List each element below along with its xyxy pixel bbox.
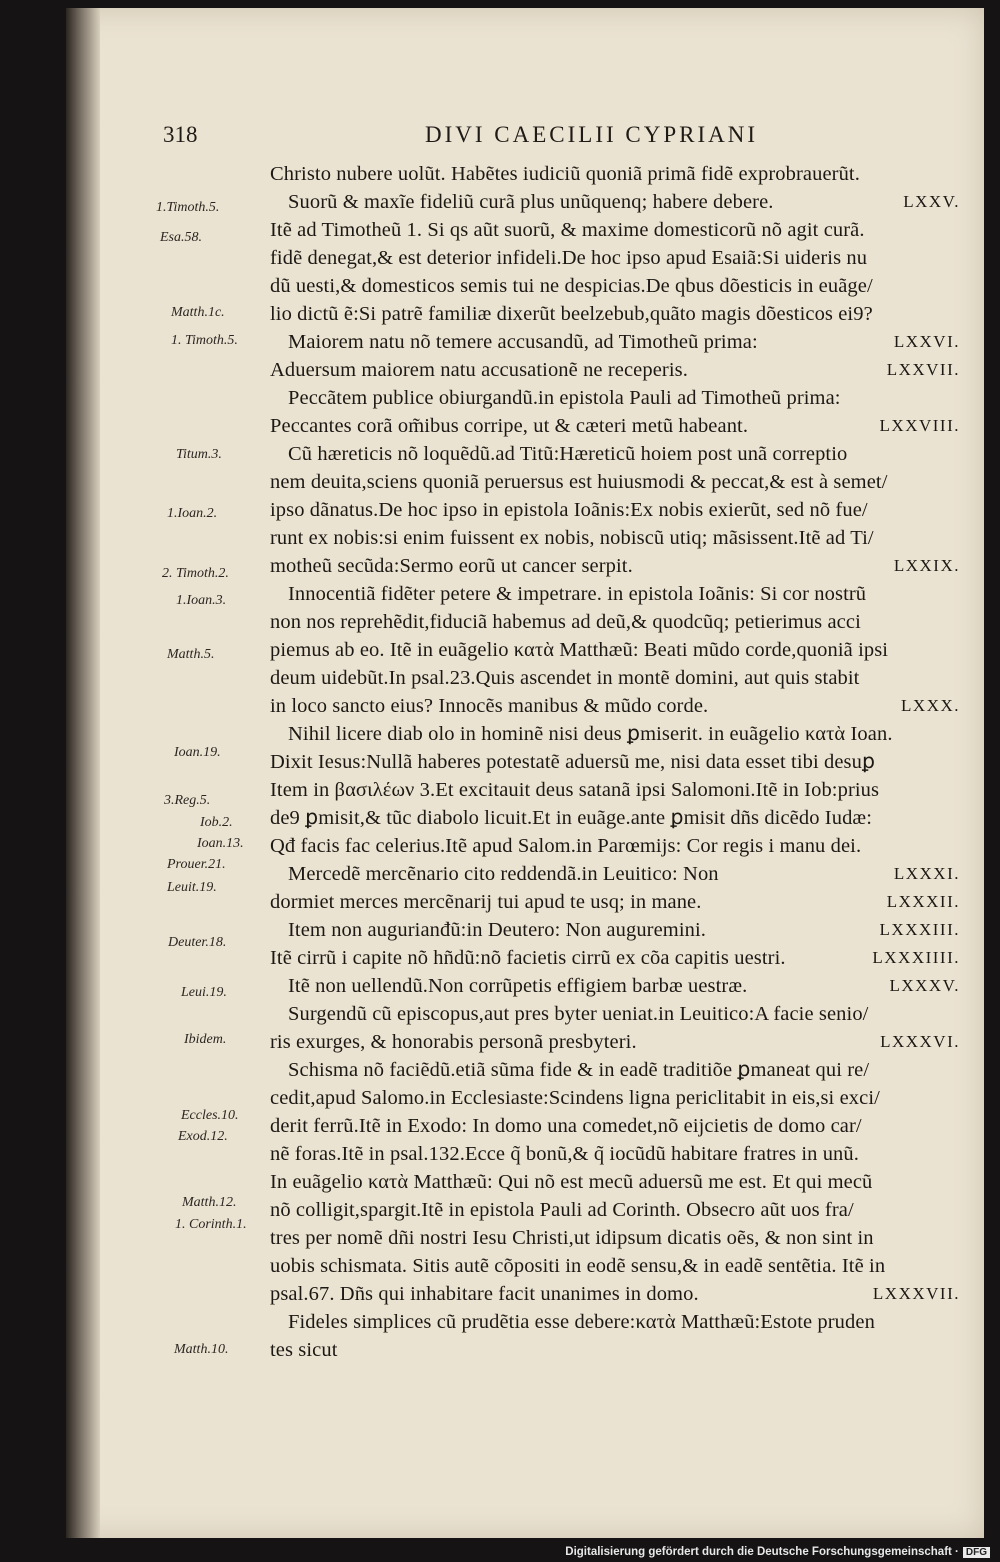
- line-text: psal.67. Dñs qui inhabitare facit unanimes in domo.: [270, 1283, 699, 1305]
- line-text: de9 ꝑmisit,& tũc diabolo licuit.Et in euãge.ante ꝑmisit dñs dicẽdo Iudæ:: [270, 807, 872, 829]
- margin-ref: Ioan.19.: [174, 745, 221, 760]
- line-text: nõ colligit,spargit.Itẽ in epistola Pauli ad Corinth. Obsecro aũt uos fra/: [270, 1199, 854, 1221]
- margin-ref: Deuter.18.: [168, 935, 227, 950]
- margin-ref: 1.Timoth.5.: [156, 200, 220, 215]
- line-text: deum uidebũt.In psal.23.Quis ascendet in montẽ domini, aut quis stabit: [270, 667, 860, 689]
- line-text: Maiorem natu nõ temere accusandũ, ad Timotheũ prima:: [288, 331, 758, 353]
- line-text: ipso dãnatus.De hoc ipso in epistola Ioãnis:Ex nobis exierũt, sed nõ fue/: [270, 499, 868, 521]
- margin-ref: Matth.10.: [174, 1342, 229, 1357]
- text-line: [270, 1252, 960, 1280]
- margin-ref: Matth.12.: [182, 1195, 237, 1210]
- text-line: [270, 1084, 960, 1112]
- text-line: [270, 1028, 960, 1056]
- text-line: [270, 664, 960, 692]
- margin-ref: Exod.12.: [178, 1129, 228, 1144]
- line-text: Item non augurianđũ:in Deutero: Non auguremini.: [288, 919, 707, 941]
- margin-ref: Matth.1c.: [171, 305, 225, 320]
- margin-ref: 1.Ioan.3.: [176, 593, 227, 608]
- text-line: [288, 860, 960, 888]
- line-text: in loco sancto eius? Innocẽs manibus & mũdo corde.: [270, 695, 709, 717]
- text-line: [270, 1224, 960, 1252]
- line-text: Aduersum maiorem natu accusationẽ ne receperis.: [270, 359, 688, 381]
- line-text: runt ex nobis:si enim fuissent ex nobis, nobiscũ utiq; mãsissent.Itẽ ad Ti/: [270, 527, 874, 549]
- margin-ref: Ioan.13.: [197, 836, 244, 851]
- text-line: [288, 916, 960, 944]
- text-line: [270, 804, 960, 832]
- text-line: [270, 524, 960, 552]
- margin-ref: Leui.19.: [181, 985, 227, 1000]
- line-text: Surgendũ cũ episcopus,aut pres byter ueniat.in Leuitico:A facie senio/: [288, 1003, 869, 1025]
- line-text: Itẽ non uellendũ.Non corrũpetis effigiem barbæ uestræ.: [288, 975, 748, 997]
- margin-ref: Ibidem.: [184, 1032, 227, 1047]
- page-gutter: [66, 8, 100, 1538]
- line-text: non nos reprehẽdit,fiduciã habemus ad deũ,& quodcũq; petierimus acci: [270, 611, 861, 633]
- chapter-number: LXXVIII.: [879, 416, 960, 435]
- text-line: [270, 1280, 960, 1308]
- line-text: fidẽ denegat,& est deterior infideli.De hoc ipso apud Esaiã:Si uideris nu: [270, 247, 868, 269]
- line-text: Peccantes corã om̃ibus corripe, ut & cæteri metũ habeant.: [270, 415, 749, 437]
- chapter-number: LXXX.: [901, 696, 960, 715]
- text-line: [270, 748, 960, 776]
- text-line: [288, 1056, 960, 1084]
- line-text: Schisma nõ faciẽdũ.etiã sũma fide & in eadẽ traditiõe ꝑmaneat qui re/: [288, 1059, 870, 1081]
- text-line: [270, 832, 960, 860]
- text-line: [270, 776, 960, 804]
- dfg-logo: DFG: [963, 1547, 990, 1558]
- text-line: [288, 188, 960, 216]
- text-line: [270, 552, 960, 580]
- line-text: Mercedẽ mercẽnario cito reddendã.in Leuitico: Non: [288, 863, 719, 885]
- line-text: uobis schismata. Sitis autẽ cõpositi in eodẽ sensu,& in eadẽ sentẽtia. Itẽ in: [270, 1255, 886, 1277]
- text-line: [288, 972, 960, 1000]
- line-text: Item in βασιλέων 3.Et excitauit deus satanã ipsi Salomoni.Itẽ in Iob:prius: [270, 779, 880, 801]
- text-line: [288, 1308, 960, 1336]
- line-text: derit ferrũ.Itẽ in Exodo: In domo una comedet,nõ eijcietis de domo car/: [270, 1115, 862, 1137]
- text-line: [270, 160, 960, 188]
- text-line: [288, 384, 960, 412]
- chapter-number: LXXXIIII.: [872, 948, 960, 967]
- margin-ref: 1. Corinth.1.: [175, 1217, 247, 1232]
- text-line: [270, 1336, 960, 1364]
- line-text: nẽ foras.Itẽ in psal.132.Ecce q̃ bonũ,& q̃ iocũdũ habitare fratres in unũ.: [270, 1143, 859, 1165]
- line-text: nem deuita,sciens quoniã peruersus est huiusmodi & peccat,& est à semet/: [270, 471, 888, 493]
- line-text: Suorũ & maxĩe fideliũ curã plus unũquenq; habere debere.: [288, 191, 774, 213]
- margin-ref: Esa.58.: [160, 230, 202, 245]
- footer-credit: [565, 1546, 990, 1558]
- page-header: [163, 120, 933, 154]
- text-line: [270, 1140, 960, 1168]
- line-text: lio dictũ ẽ:Si patrẽ familiæ dixerũt beelzebub,quãto magis dõesticos ei9?: [270, 303, 873, 325]
- line-text: Itẽ cirrũ i capite nõ hñdũ:nõ facietis cirrũ ex cõa capitis uestri.: [270, 947, 786, 969]
- text-line: [270, 1168, 960, 1196]
- text-line: [270, 888, 960, 916]
- line-text: dũ uesti,& domesticos semis tui ne despicias.De qbus dõesticis in euãge/: [270, 275, 873, 297]
- line-text: Dixit Iesus:Nullã haberes potestatẽ aduersũ me, nisi data esset tibi desuꝑ: [270, 751, 876, 773]
- line-text: motheũ secũda:Sermo eorũ ut cancer serpit.: [270, 555, 633, 577]
- text-line: [270, 272, 960, 300]
- line-text: cedit,apud Salomo.in Ecclesiaste:Scindens ligna periclitabit in eis,si exci/: [270, 1087, 880, 1109]
- line-text: dormiet merces mercẽnarij tui apud te usq; in mane.: [270, 891, 702, 913]
- margin-ref: Matth.5.: [167, 647, 215, 662]
- chapter-number: LXXXII.: [886, 892, 960, 911]
- text-line: [270, 244, 960, 272]
- line-text: Qđ facis fac celerius.Itẽ apud Salom.in Parœmijs: Cor regis i manu dei.: [270, 835, 862, 857]
- line-text: tres per nomẽ dñi nostri Iesu Christi,ut idipsum dicatis oẽs, & non sint in: [270, 1227, 874, 1249]
- chapter-number: LXXIX.: [893, 556, 960, 575]
- chapter-number: LXXXVI.: [880, 1032, 960, 1051]
- text-line: [288, 440, 960, 468]
- margin-ref: 1. Timoth.5.: [171, 333, 238, 348]
- line-text: tes sicut: [270, 1339, 338, 1361]
- text-line: [270, 636, 960, 664]
- line-text: Nihil licere diab olo in hominẽ nisi deus ꝑmiserit. in euãgelio κατὰ Ioan.: [288, 723, 893, 745]
- text-line: [270, 692, 960, 720]
- chapter-number: LXXV.: [903, 192, 960, 211]
- text-line: [270, 1196, 960, 1224]
- line-text: Innocentiã fidẽter petere & impetrare. in epistola Ioãnis: Si cor nostrũ: [288, 583, 867, 605]
- text-line: [270, 1112, 960, 1140]
- margin-ref: 2. Timoth.2.: [162, 566, 229, 581]
- line-text: Christo nubere uolũt. Habẽtes iudiciũ quoniã primã fidẽ exprobrauerũt.: [270, 163, 860, 185]
- chapter-number: LXXXIII.: [879, 920, 960, 939]
- text-line: [270, 944, 960, 972]
- text-line: [288, 328, 960, 356]
- line-text: Itẽ ad Timotheũ 1. Si qs aũt suorũ, & maxime domesticorũ nõ agit curã.: [270, 219, 865, 241]
- margin-ref: 3.Reg.5.: [164, 793, 211, 808]
- page-number: 318: [163, 122, 198, 147]
- chapter-number: LXXVII.: [886, 360, 960, 379]
- text-line: [270, 608, 960, 636]
- text-line: [270, 496, 960, 524]
- margin-ref: Iob.2.: [200, 815, 233, 830]
- margin-ref: 1.Ioan.2.: [167, 506, 218, 521]
- margin-ref: Leuit.19.: [167, 880, 217, 895]
- text-line: [270, 300, 960, 328]
- line-text: ris exurges, & honorabis personã presbyteri.: [270, 1031, 637, 1053]
- line-text: piemus ab eo. Itẽ in euãgelio κατὰ Matthæũ: Beati mũdo corde,quoniã ipsi: [270, 639, 889, 661]
- text-line: [288, 720, 960, 748]
- footer-text: Digitalisierung gefördert durch die Deutsche Forschungsgemeinschaft ·: [565, 1546, 959, 1558]
- text-line: [288, 1000, 960, 1028]
- text-line: [270, 216, 960, 244]
- line-text: Peccãtem publice obiurgandũ.in epistola Pauli ad Timotheũ prima:: [288, 387, 841, 409]
- text-line: [270, 412, 960, 440]
- margin-ref: Prouer.21.: [167, 857, 226, 872]
- line-text: Cũ hæreticis nõ loquẽdũ.ad Titũ:Hæreticũ hoiem post unã correptio: [288, 443, 848, 465]
- running-title: DIVI CAECILII CYPRIANI: [425, 122, 759, 147]
- chapter-number: LXXXI.: [893, 864, 960, 883]
- line-text: Fideles simplices cũ prudẽtia esse debere:κατὰ Matthæũ:Estote pruden: [288, 1311, 875, 1333]
- chapter-number: LXXXV.: [889, 976, 960, 995]
- chapter-number: LXXXVII.: [872, 1284, 960, 1303]
- text-line: [270, 468, 960, 496]
- text-line: [288, 580, 960, 608]
- margin-ref: Titum.3.: [176, 447, 222, 462]
- line-text: In euãgelio κατὰ Matthæũ: Qui nõ est mecũ aduersũ me est. Et qui mecũ: [270, 1171, 873, 1193]
- chapter-number: LXXVI.: [893, 332, 960, 351]
- text-line: [270, 356, 960, 384]
- margin-ref: Eccles.10.: [181, 1108, 239, 1123]
